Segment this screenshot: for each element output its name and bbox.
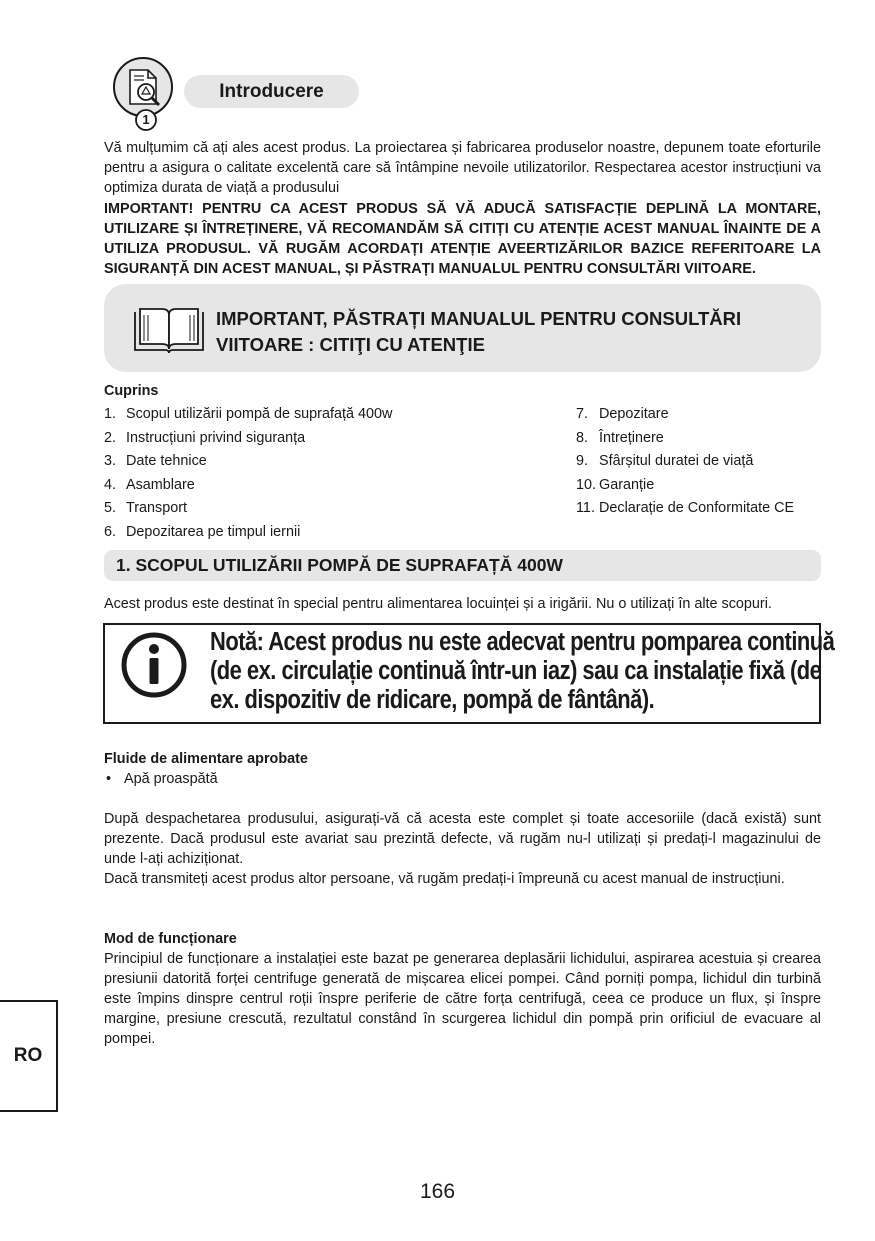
toc-title: Cuprins [104,383,159,399]
fluid-item: • Apă proaspătă [106,771,218,787]
mode-paragraph: Principiul de funcționare a instalației este bazat pe generarea deplasării lichidului, aspirarea acestuia și crearea presiunii datorită forței centrifuge generată de mișcarea elicei pompei. Când porniți pompa, lichidul din turbină este împins dinspre centrul roții înspre periferie de către forța centrifugă, ceea ce produce un flux, și înspre margine, presiune crescută, rezultatul constând în scurgerea lichidul din pompă prin orificiul de evacuare al pompei. [104,951,821,1047]
toc-item: 2. Instrucțiuni privind siguranța [104,429,306,446]
language-tab: RO [0,1000,58,1112]
section-title-pill: Introducere [184,75,359,108]
toc-item: 4. Asamblare [104,476,195,493]
note-text [210,628,835,715]
toc-item: 6. Depozitarea pe timpul iernii [104,523,301,540]
page-number: 166 [419,1180,456,1203]
toc-right-column [576,404,821,522]
note-line-2: (de ex. circulație continuă într-un iaz) sau ca instalație fixă (de [210,657,822,685]
toc-left-column [104,404,544,546]
fluids-title: Fluide de alimentare aprobate [104,751,308,767]
mode-title: Mod de funcționare [104,931,237,947]
intro-paragraph: Vă mulțumim că ați ales acest produs. La proiectarea și fabricarea produselor noastre, depunem toate eforturile pentru a asigura o calitate excelentă care să întâmpine nevoile utilizatorilor. Respectarea acestor instrucțiuni va optimiza durata de viață a produsului [104,140,821,196]
toc-item: 3. Date tehnice [104,453,207,470]
toc-item: 5. Transport [104,500,188,517]
purpose-text: Acest produs este destinat în special pentru alimentarea locuinței și a irigării. Nu o utilizați în alte scopuri. [104,596,772,612]
important-notice [216,306,806,358]
section-badge: 1 [142,112,150,127]
important-line-2: VIITOARE : CITIŢI CU ATENŢIE [216,334,485,355]
handover-paragraph: Dacă transmiteți acest produs altor persoane, vă rugăm predați-i împreună cu acest manual de instrucțiuni. [104,871,785,887]
toc-item: 7. Depozitare [576,406,669,422]
important-line-1: IMPORTANT, PĂSTRAȚI MANUALUL PENTRU CONSULTĂRI [216,308,742,329]
unpacking-paragraph: După despachetarea produsului, asigurați-vă că acesta este complet și toate accesoriile (dacă există) sunt prezente. Dacă produsul este avariat sau prezintă defecte, vă rugăm nu-l utilizați și predați-l magazinului de unde l-ați achiziționat. [104,811,821,867]
toc-item: 11. Declarație de Conformitate CE [576,500,795,517]
intro-warning: IMPORTANT! PENTRU CA ACEST PRODUS SĂ VĂ ADUCĂ SATISFACȚIE DEPLINĂ LA MONTARE, UTILIZARE ȘI ÎNTREȚINERE, VĂ RECOMANDĂM SĂ CITIȚI CU ATENȚIE ACEST MANUAL ÎNAINTE DE A UTILIZA PRODUSUL. VĂ RUGĂM ACORDAȚI ATENȚIE AVEERTIZĂRILOR BAZICE REFERITOARE LA SIGURANȚĂ DIN ACEST MANUAL, ȘI PĂSTRAȚI MANUALUL PENTRU CONSULTĂRI VIITOARE. [104,201,821,277]
section-1-heading: 1. SCOPUL UTILIZĂRII POMPĂ DE SUPRAFAȚĂ 400W [104,550,821,581]
toc-item: 8. Întreținere [576,429,664,446]
note-line-1: Notă: Acest produs nu este adecvat pentru pomparea continuă [210,628,835,656]
note-line-3: ex. dispozitiv de ridicare, pompă de fântână). [210,686,655,714]
toc-item: 10. Garanție [576,476,655,493]
info-icon [120,631,188,699]
toc-item: 1. Scopul utilizării pompă de suprafață 400w [104,406,393,422]
open-book-icon [132,306,206,354]
toc-item: 9. Sfârșitul duratei de viață [576,453,754,470]
